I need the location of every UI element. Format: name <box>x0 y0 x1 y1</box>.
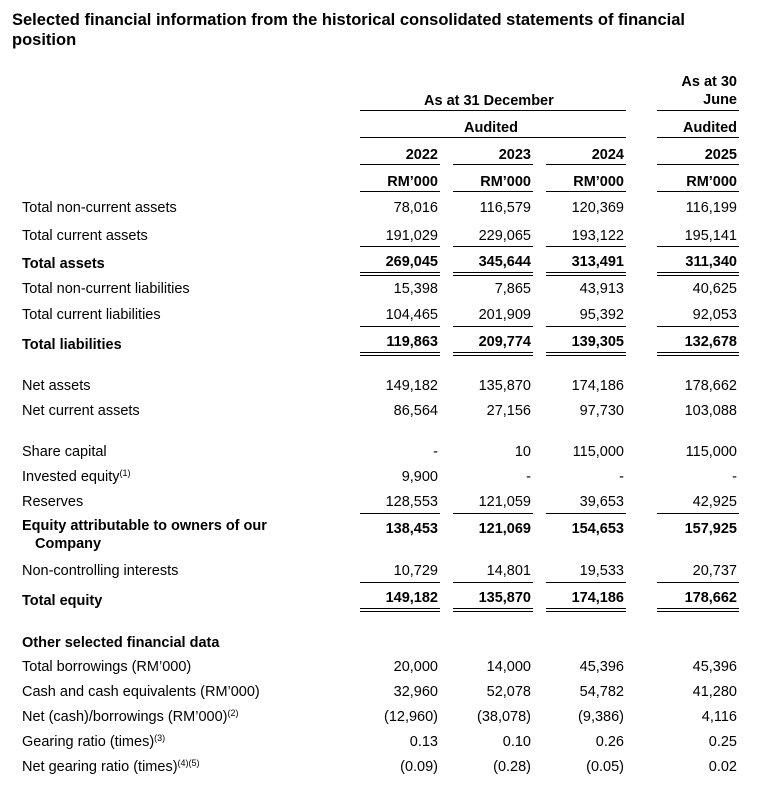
cell-value: 135,870 <box>478 378 531 394</box>
cell-value: 193,122 <box>571 228 624 244</box>
cell-value: 41,280 <box>692 684 737 700</box>
footnote-ref: (3) <box>154 733 166 743</box>
cell-value: 115,000 <box>685 444 737 460</box>
cell-value: 209,774 <box>478 334 531 350</box>
year-header: 2023 <box>498 147 531 163</box>
row-label-share-capital: Share capital <box>22 444 107 460</box>
unit-header: RM’000 <box>480 174 531 190</box>
cell-value: 178,662 <box>684 378 737 394</box>
total-double-rule <box>546 272 626 276</box>
row-label-total-assets: Total assets <box>22 256 105 272</box>
cell-value: 39,653 <box>579 494 624 510</box>
cell-value: 40,625 <box>692 281 737 297</box>
unit-header: RM’000 <box>686 174 737 190</box>
row-label-total-current-assets: Total current assets <box>22 228 148 244</box>
cell-value: 135,870 <box>478 590 531 606</box>
unit-header: RM’000 <box>573 174 624 190</box>
row-label-net-gearing-ratio <box>22 758 200 776</box>
year-rule <box>546 164 626 165</box>
cell-value: 10 <box>514 444 531 460</box>
cell-value: 149,182 <box>385 378 438 394</box>
cell-value: (9,386) <box>578 709 624 725</box>
year-header: 2024 <box>591 147 624 163</box>
total-double-rule <box>657 352 739 356</box>
cell-value: - <box>732 469 737 485</box>
header-audited-dec: Audited <box>464 120 518 136</box>
subtotal-rule <box>360 246 440 247</box>
footnote-ref: (2) <box>227 708 239 718</box>
cell-value: 149,182 <box>385 590 438 606</box>
cell-value: 0.02 <box>708 759 737 775</box>
header-rule-audited-dec <box>360 137 626 138</box>
subtotal-rule <box>453 582 533 583</box>
unit-header: RM’000 <box>387 174 438 190</box>
cell-value: 92,053 <box>692 307 737 323</box>
header-rule-dec <box>360 110 626 111</box>
cell-value: 178,662 <box>684 590 737 606</box>
header-rule-audited-jun <box>657 137 739 138</box>
subtotal-rule <box>360 326 440 327</box>
header-group-dec: As at 31 December <box>424 93 554 109</box>
row-label-total-borrowings: Total borrowings (RM’000) <box>22 659 192 675</box>
year-rule <box>360 164 440 165</box>
cell-value: 103,088 <box>684 403 737 419</box>
row-label-total-equity: Total equity <box>22 593 103 609</box>
cell-value: 119,863 <box>386 334 438 350</box>
cell-value: 14,000 <box>486 659 531 675</box>
unit-rule <box>453 191 533 192</box>
cell-value: 104,465 <box>385 307 438 323</box>
row-label-text: Invested equity <box>22 469 120 485</box>
cell-value: 20,000 <box>393 659 438 675</box>
subtotal-rule <box>453 246 533 247</box>
subtotal-rule <box>657 513 739 514</box>
cell-value: 15,398 <box>393 281 438 297</box>
row-label-reserves: Reserves <box>22 494 84 510</box>
cell-value: 19,533 <box>579 563 624 579</box>
cell-value: 132,678 <box>684 334 737 350</box>
cell-value: 201,909 <box>478 307 531 323</box>
cell-value: (12,960) <box>383 709 438 725</box>
total-double-rule <box>546 608 626 612</box>
cell-value: 311,340 <box>685 254 737 270</box>
cell-value: 45,396 <box>692 659 737 675</box>
cell-value: 54,782 <box>579 684 624 700</box>
page-title: Selected financial information from the historical consolidated statements of financial position <box>12 11 685 49</box>
footnote-ref: (4)(5) <box>177 758 200 768</box>
cell-value: 157,925 <box>684 521 737 537</box>
row-label-equity-attributable-line2: Company <box>35 536 102 552</box>
total-double-rule <box>546 352 626 356</box>
cell-value: 128,553 <box>385 494 438 510</box>
cell-value: 345,644 <box>478 254 531 270</box>
year-rule <box>657 164 739 165</box>
cell-value: 20,737 <box>692 563 737 579</box>
cell-value: 0.25 <box>708 734 737 750</box>
header-rule-jun <box>657 110 739 111</box>
row-label-equity-attributable-line1: Equity attributable to owners of our <box>22 518 267 534</box>
total-double-rule <box>360 608 440 612</box>
unit-rule <box>360 191 440 192</box>
cell-value: 121,069 <box>478 521 531 537</box>
cell-value: 32,960 <box>393 684 438 700</box>
cell-value: - <box>619 469 624 485</box>
cell-value: 116,199 <box>685 200 737 216</box>
cell-value: 138,453 <box>385 521 438 537</box>
subtotal-rule <box>546 326 626 327</box>
subtotal-rule <box>657 582 739 583</box>
cell-value: 9,900 <box>401 469 438 485</box>
header-group-jun-line1: As at 30 <box>681 74 737 90</box>
cell-value: 313,491 <box>571 254 624 270</box>
cell-value: (0.09) <box>400 759 438 775</box>
subtotal-rule <box>657 246 739 247</box>
row-label-text: Net (cash)/borrowings (RM’000) <box>22 709 228 725</box>
year-header: 2022 <box>405 147 438 163</box>
subtotal-rule <box>453 513 533 514</box>
cell-value: 86,564 <box>393 403 438 419</box>
total-double-rule <box>453 608 533 612</box>
row-label-net-assets: Net assets <box>22 378 91 394</box>
section-heading-other: Other selected financial data <box>22 635 220 651</box>
row-label-net-current-assets: Net current assets <box>22 403 140 419</box>
cell-value: 195,141 <box>684 228 737 244</box>
subtotal-rule <box>360 582 440 583</box>
cell-value: 52,078 <box>486 684 531 700</box>
subtotal-rule <box>453 326 533 327</box>
subtotal-rule <box>360 513 440 514</box>
cell-value: 0.10 <box>502 734 531 750</box>
cell-value: 154,653 <box>571 521 624 537</box>
row-label-cash-equivalents: Cash and cash equivalents (RM’000) <box>22 684 260 700</box>
row-label-text: Gearing ratio (times) <box>22 734 155 750</box>
row-label-total-current-liabilities: Total current liabilities <box>22 307 161 323</box>
cell-value: 10,729 <box>393 563 438 579</box>
row-label-total-non-current-liabilities: Total non-current liabilities <box>22 281 190 297</box>
cell-value: (0.28) <box>493 759 531 775</box>
cell-value: 42,925 <box>692 494 737 510</box>
footnote-ref: (1) <box>119 468 131 478</box>
cell-value: (38,078) <box>476 709 531 725</box>
cell-value: 269,045 <box>385 254 438 270</box>
row-label-invested-equity <box>22 468 131 486</box>
total-double-rule <box>453 272 533 276</box>
cell-value: 95,392 <box>579 307 624 323</box>
cell-value: 116,579 <box>479 200 531 216</box>
cell-value: 120,369 <box>571 200 624 216</box>
cell-value: 45,396 <box>579 659 624 675</box>
cell-value: 27,156 <box>486 403 531 419</box>
cell-value: 97,730 <box>579 403 624 419</box>
total-double-rule <box>453 352 533 356</box>
row-label-gearing-ratio <box>22 733 165 751</box>
total-double-rule <box>657 272 739 276</box>
row-label-net-cash-borrowings <box>22 708 238 726</box>
cell-value: 4,116 <box>701 709 737 725</box>
row-label-total-non-current-assets: Total non-current assets <box>22 200 177 216</box>
cell-value: 121,059 <box>478 494 531 510</box>
total-double-rule <box>360 272 440 276</box>
subtotal-rule <box>657 326 739 327</box>
header-group-jun-line2: June <box>703 92 737 108</box>
header-audited-jun: Audited <box>683 120 737 136</box>
subtotal-rule <box>546 513 626 514</box>
cell-value: 115,000 <box>572 444 624 460</box>
year-rule <box>453 164 533 165</box>
cell-value: 0.13 <box>409 734 438 750</box>
row-label-non-controlling-interests: Non-controlling interests <box>22 563 179 579</box>
cell-value: 191,029 <box>385 228 438 244</box>
cell-value: 14,801 <box>486 563 531 579</box>
total-double-rule <box>657 608 739 612</box>
cell-value: 174,186 <box>571 378 624 394</box>
cell-value: (0.05) <box>586 759 624 775</box>
cell-value: 229,065 <box>478 228 531 244</box>
unit-rule <box>657 191 739 192</box>
cell-value: 43,913 <box>579 281 624 297</box>
cell-value: - <box>526 469 531 485</box>
cell-value: 7,865 <box>494 281 531 297</box>
subtotal-rule <box>546 582 626 583</box>
subtotal-rule <box>546 246 626 247</box>
row-label-text: Net gearing ratio (times) <box>22 759 178 775</box>
cell-value: - <box>433 444 438 460</box>
year-header: 2025 <box>704 147 737 163</box>
cell-value: 174,186 <box>571 590 624 606</box>
cell-value: 139,305 <box>571 334 624 350</box>
cell-value: 0.26 <box>595 734 624 750</box>
cell-value: 78,016 <box>393 200 438 216</box>
row-label-total-liabilities: Total liabilities <box>22 337 122 353</box>
total-double-rule <box>360 352 440 356</box>
unit-rule <box>546 191 626 192</box>
